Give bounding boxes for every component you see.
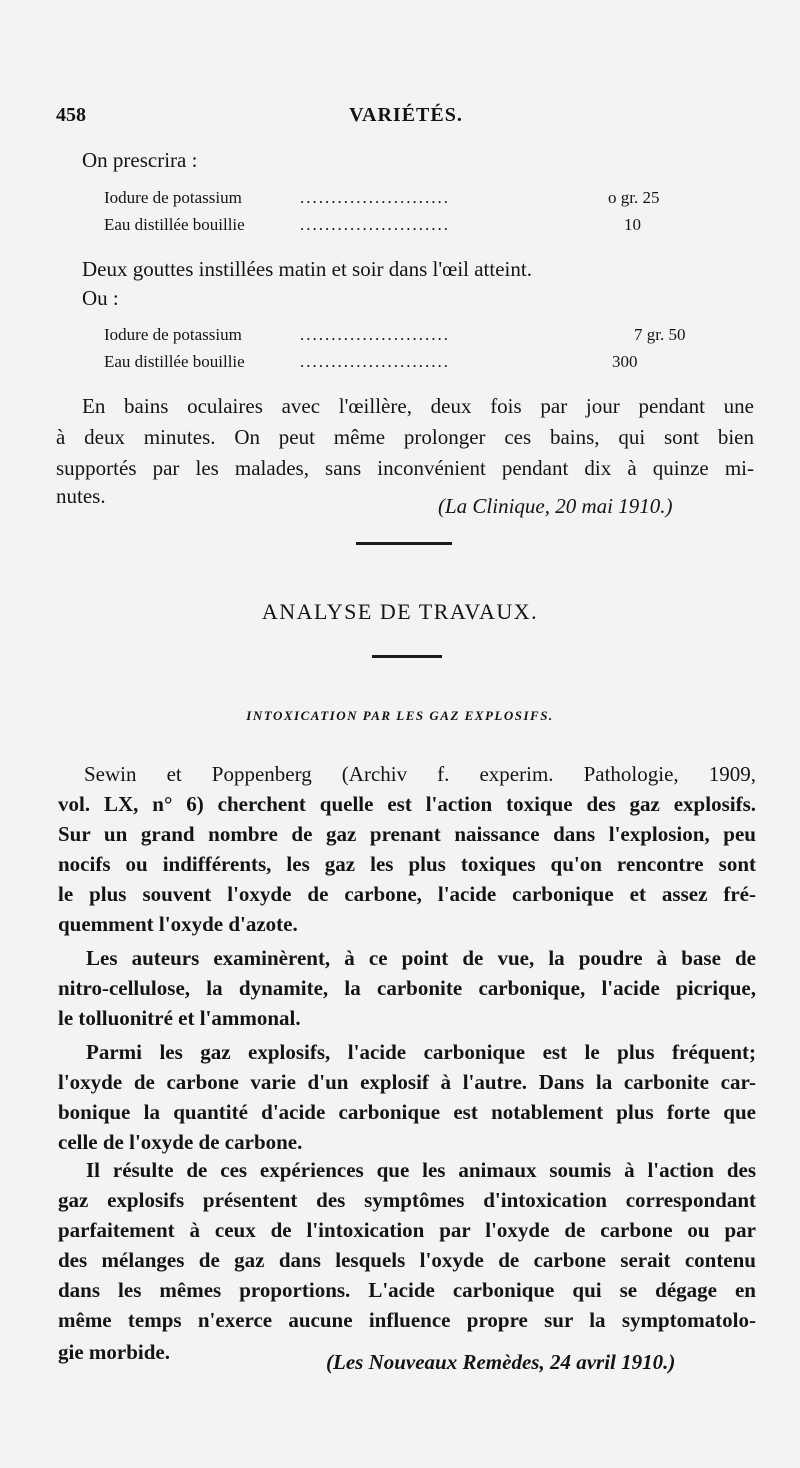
paragraph-line: bonique la quantité d'acide carbonique est notablement plus forte que bbox=[58, 1100, 756, 1124]
paragraph-line: supportés par les malades, sans inconvénient pendant dix à quinze mi- bbox=[56, 456, 754, 480]
paragraph-line: même temps n'exerce aucune influence propre sur la symptomatolo- bbox=[58, 1308, 756, 1332]
ingredient-quantity: 10 bbox=[624, 215, 641, 234]
prescription-intro: On prescrira : bbox=[82, 148, 198, 172]
running-head: VARIÉTÉS. bbox=[349, 104, 463, 126]
page-number: 458 bbox=[56, 104, 86, 126]
paragraph-line: dans les mêmes proportions. L'acide carbonique qui se dégage en bbox=[58, 1278, 756, 1302]
prescription-row bbox=[104, 215, 704, 237]
prescription-row bbox=[104, 352, 704, 374]
instruction-text: Deux gouttes instillées matin et soir dans l'œil atteint. bbox=[82, 257, 532, 281]
paragraph-line: Les auteurs examinèrent, à ce point de vue, la poudre à base de bbox=[86, 946, 756, 970]
paragraph-line: Parmi les gaz explosifs, l'acide carbonique est le plus fréquent; bbox=[86, 1040, 756, 1064]
paragraph-line: nutes. bbox=[56, 484, 106, 508]
citation: (La Clinique, 20 mai 1910.) bbox=[438, 494, 673, 518]
dot-leader: ........................ bbox=[300, 325, 450, 344]
paragraph-line: Sewin et Poppenberg (Archiv f. experim. Pathologie, 1909, bbox=[84, 762, 756, 786]
prescription-row bbox=[104, 325, 704, 347]
paragraph-line: gaz explosifs présentent des symptômes d'intoxication correspondant bbox=[58, 1188, 756, 1212]
paragraph-line: le tolluonitré et l'ammonal. bbox=[58, 1006, 301, 1030]
section-divider bbox=[356, 542, 452, 545]
ingredient-name: Eau distillée bouillie bbox=[104, 352, 245, 371]
paragraph-line: En bains oculaires avec l'œillère, deux fois par jour pendant une bbox=[82, 394, 754, 418]
citation: (Les Nouveaux Remèdes, 24 avril 1910.) bbox=[326, 1350, 676, 1374]
ingredient-quantity: 300 bbox=[612, 352, 638, 371]
paragraph-line: vol. LX, n° 6) cherchent quelle est l'action toxique des gaz explosifs. bbox=[58, 792, 756, 816]
paragraph-line: nitro-cellulose, la dynamite, la carbonite carbonique, l'acide picrique, bbox=[58, 976, 756, 1000]
section-title: ANALYSE DE TRAVAUX. bbox=[261, 599, 539, 624]
dot-leader: ........................ bbox=[300, 215, 450, 234]
paragraph-line: des mélanges de gaz dans lesquels l'oxyde de carbone serait contenu bbox=[58, 1248, 756, 1272]
ingredient-name: Iodure de potassium bbox=[104, 325, 242, 344]
ingredient-quantity: o gr. 25 bbox=[608, 188, 660, 207]
paragraph-line: Il résulte de ces expériences que les animaux soumis à l'action des bbox=[86, 1158, 756, 1182]
paragraph-line: l'oxyde de carbone varie d'un explosif à l'autre. Dans la carbonite car- bbox=[58, 1070, 756, 1094]
dot-leader: ........................ bbox=[300, 352, 450, 371]
ingredient-quantity: 7 gr. 50 bbox=[634, 325, 686, 344]
paragraph-line: nocifs ou indifférents, les gaz les plus toxiques qu'on rencontre sont bbox=[58, 852, 756, 876]
ingredient-name: Iodure de potassium bbox=[104, 188, 242, 207]
paragraph-line: le plus souvent l'oxyde de carbone, l'acide carbonique et assez fré- bbox=[58, 882, 756, 906]
paragraph-line: Sur un grand nombre de gaz prenant naissance dans l'explosion, peu bbox=[58, 822, 756, 846]
article-title: INTOXICATION PAR LES GAZ EXPLOSIFS. bbox=[246, 708, 554, 723]
paragraph-line: celle de l'oxyde de carbone. bbox=[58, 1130, 303, 1154]
section-divider bbox=[372, 655, 442, 658]
or-label: Ou : bbox=[82, 286, 119, 310]
paragraph-line: gie morbide. bbox=[58, 1340, 170, 1364]
dot-leader: ........................ bbox=[300, 188, 450, 207]
paragraph-line: à deux minutes. On peut même prolonger ces bains, qui sont bien bbox=[56, 425, 754, 449]
paragraph-line: quemment l'oxyde d'azote. bbox=[58, 912, 298, 936]
page-header bbox=[56, 104, 756, 134]
ingredient-name: Eau distillée bouillie bbox=[104, 215, 245, 234]
paragraph-line: parfaitement à ceux de l'intoxication par l'oxyde de carbone ou par bbox=[58, 1218, 756, 1242]
prescription-row bbox=[104, 188, 704, 210]
